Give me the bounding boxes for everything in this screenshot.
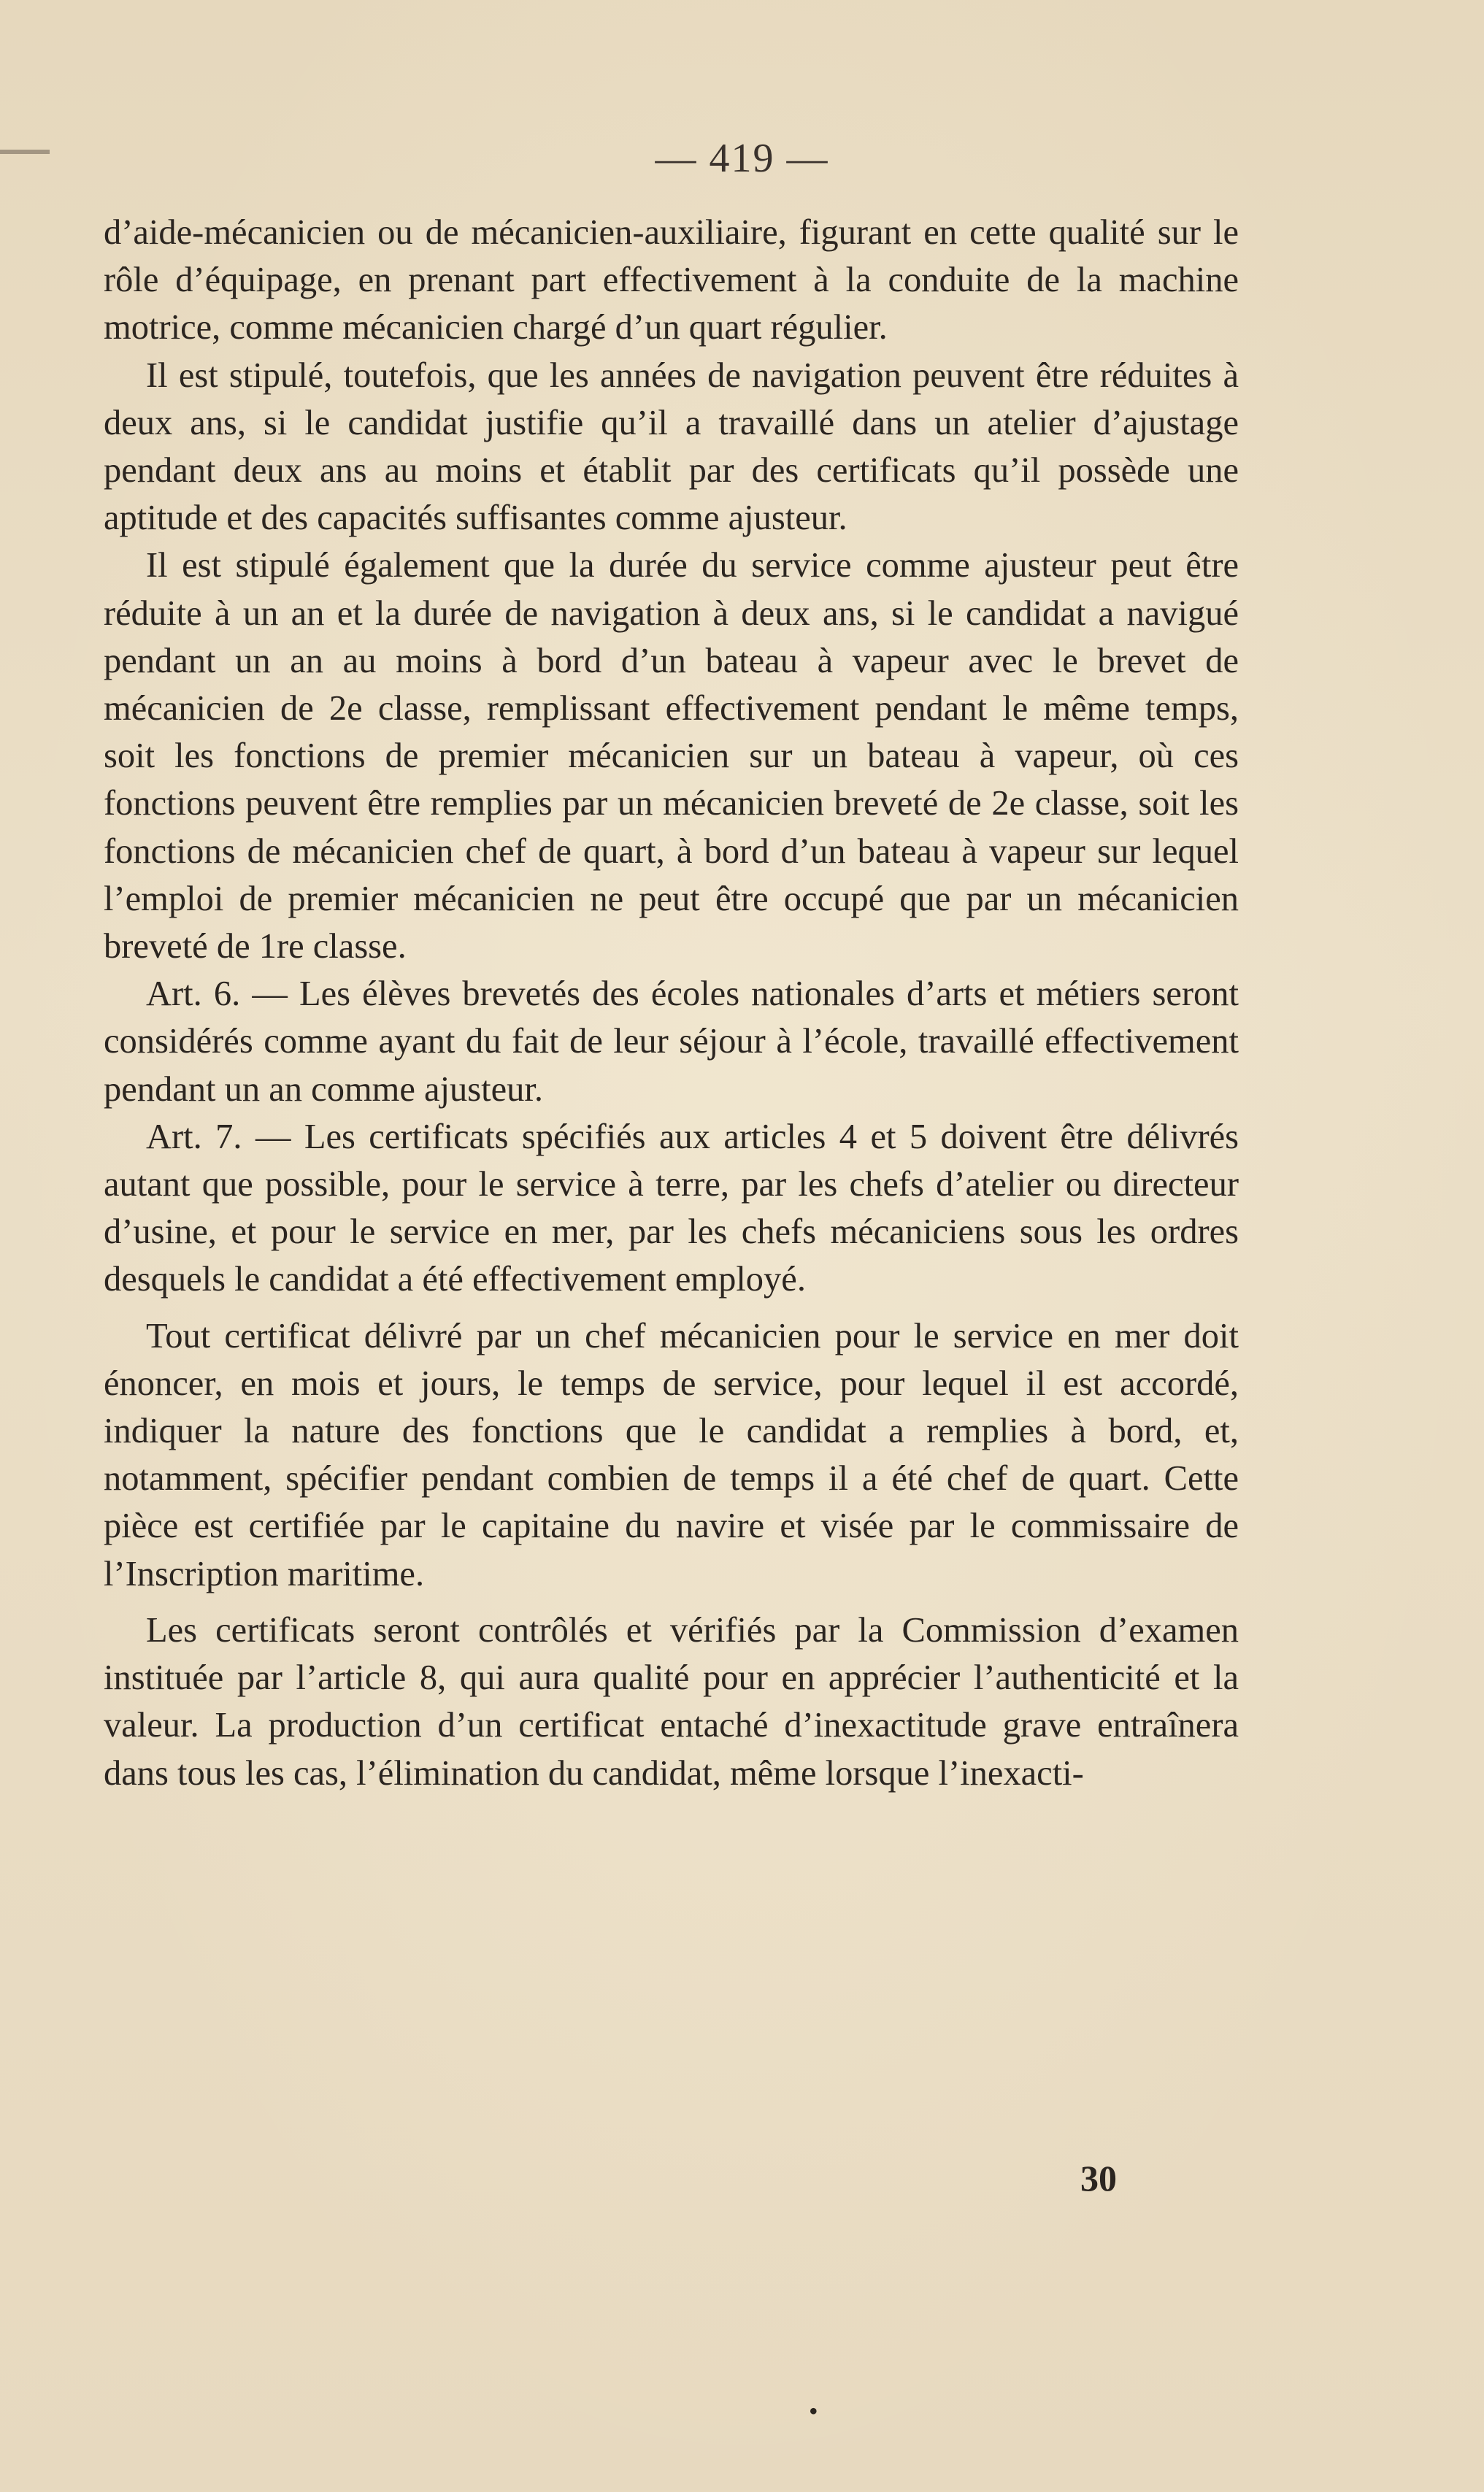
body-text — [104, 209, 1239, 1797]
footer-dot: • — [809, 2396, 818, 2426]
paragraph-1: d’aide-mécanicien ou de mécanicien-auxiliaire, figurant en cette qualité sur le rôle d’équipage, en prenant part effectivement à la conduite de la machine motrice, comme mécanicien chargé d’un quart régulier. — [104, 213, 1239, 347]
signature-mark: 30 — [1080, 2158, 1117, 2199]
paragraph-7: Les certificats seront contrôlés et vérifiés par la Commission d’examen instituée par l’article 8, qui aura qualité pour en apprécier l’authenticité et la valeur. La production d’un certificat entaché d’inexactitude grave entraînera dans tous les cas, l’élimination du candidat, même lorsque l’inexacti- — [104, 1610, 1239, 1793]
paragraph-6: Tout certificat délivré par un chef mécanicien pour le service en mer doit énoncer, en mois et jours, le temps de service, pour lequel il est accordé, indiquer la nature des fonctions que le candidat a remplies à bord, et, notamment, spécifier pendant combien de temps il a été chef de quart. Cette pièce est certifiée par le capitaine du navire et visée par le commissaire de l’Inscription maritime. — [104, 1316, 1239, 1593]
paragraph-2: Il est stipulé, toutefois, que les années de navigation peuvent être réduites à deux ans, si le candidat justifie qu’il a travaillé dans un atelier d’ajustage pendant deux ans au moins et établit par des certificats qu’il possède une aptitude et des capacités suffisantes comme ajusteur. — [104, 355, 1239, 538]
page-number: — 419 — — [655, 136, 829, 181]
paragraph-article-6: Art. 6. — Les élèves brevetés des écoles nationales d’arts et métiers seront considérés comme ayant du fait de leur séjour à l’école, travaillé effectivement pendant un an comme ajusteur. — [104, 974, 1239, 1109]
paragraph-3: Il est stipulé également que la durée du service comme ajusteur peut être réduite à un an et la durée de navigation à deux ans, si le candidat a navigué pendant un an au moins à bord d’un bateau à vapeur avec le brevet de mécanicien de 2e classe, remplissant effectivement pendant le même temps, soit les fonctions de premier mécanicien sur un bateau à vapeur, où ces fonctions peuvent être remplies par un mécanicien breveté de 2e classe, soit les fonctions de mécanicien chef de quart, à bord d’un bateau à vapeur sur lequel l’emploi de premier mécanicien ne peut être occupé que par un mécanicien breveté de 1re classe. — [104, 546, 1239, 966]
paragraph-article-7: Art. 7. — Les certificats spécifiés aux articles 4 et 5 doivent être délivrés autant que possible, pour le service à terre, par les chefs d’atelier ou directeur d’usine, et pour le service en mer, par les chefs mécaniciens sous les ordres desquels le candidat a été effectivement employé. — [104, 1117, 1239, 1299]
